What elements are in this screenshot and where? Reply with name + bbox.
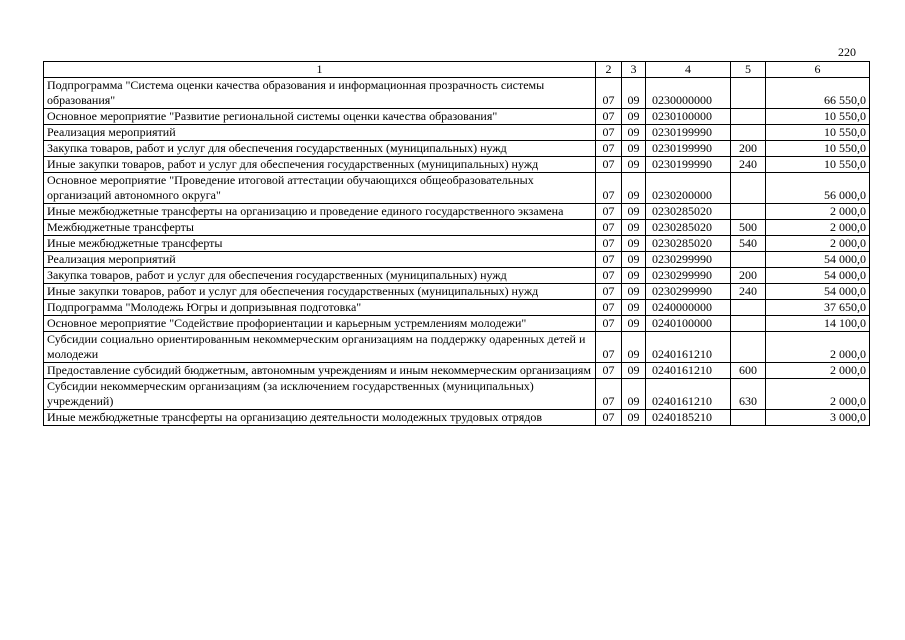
row-subsection: 09 — [622, 157, 646, 173]
row-name: Основное мероприятие "Содействие профориентации и карьерным устремлениям молодежи" — [44, 316, 596, 332]
row-target-article: 0230199990 — [646, 141, 731, 157]
row-amount: 2 000,0 — [766, 236, 870, 252]
row-expense-type — [731, 78, 766, 109]
row-target-article: 0230299990 — [646, 252, 731, 268]
row-subsection: 09 — [622, 363, 646, 379]
row-amount: 10 550,0 — [766, 141, 870, 157]
row-amount: 2 000,0 — [766, 204, 870, 220]
row-expense-type — [731, 332, 766, 363]
row-amount: 56 000,0 — [766, 173, 870, 204]
header-col-5: 5 — [731, 62, 766, 78]
table-row — [44, 410, 870, 426]
row-subsection: 09 — [622, 332, 646, 363]
row-name: Межбюджетные трансферты — [44, 220, 596, 236]
row-amount: 54 000,0 — [766, 252, 870, 268]
row-amount: 10 550,0 — [766, 157, 870, 173]
row-subsection: 09 — [622, 300, 646, 316]
table-row — [44, 141, 870, 157]
table-row — [44, 78, 870, 109]
row-amount: 2 000,0 — [766, 363, 870, 379]
row-target-article: 0240185210 — [646, 410, 731, 426]
row-expense-type — [731, 125, 766, 141]
row-target-article: 0230299990 — [646, 284, 731, 300]
row-name: Основное мероприятие "Развитие региональной системы оценки качества образования" — [44, 109, 596, 125]
header-col-4: 4 — [646, 62, 731, 78]
row-section: 07 — [596, 268, 622, 284]
row-name: Реализация мероприятий — [44, 252, 596, 268]
row-section: 07 — [596, 109, 622, 125]
row-subsection: 09 — [622, 125, 646, 141]
table-row — [44, 220, 870, 236]
header-col-1: 1 — [44, 62, 596, 78]
table-row — [44, 252, 870, 268]
row-name: Иные межбюджетные трансферты на организацию деятельности молодежных трудовых отрядов — [44, 410, 596, 426]
row-name: Иные межбюджетные трансферты на организацию и проведение единого государственного экзамена — [44, 204, 596, 220]
row-target-article: 0240161210 — [646, 379, 731, 410]
row-amount: 2 000,0 — [766, 332, 870, 363]
row-amount: 66 550,0 — [766, 78, 870, 109]
row-amount: 10 550,0 — [766, 125, 870, 141]
row-target-article: 0230199990 — [646, 157, 731, 173]
row-target-article: 0240000000 — [646, 300, 731, 316]
table-row — [44, 332, 870, 363]
row-amount: 10 550,0 — [766, 109, 870, 125]
row-amount: 2 000,0 — [766, 220, 870, 236]
row-section: 07 — [596, 204, 622, 220]
row-section: 07 — [596, 379, 622, 410]
row-subsection: 09 — [622, 173, 646, 204]
row-name: Подпрограмма "Система оценки качества образования и информационная прозрачность системы образования" — [44, 78, 596, 109]
row-expense-type: 200 — [731, 268, 766, 284]
row-section: 07 — [596, 332, 622, 363]
table-row — [44, 363, 870, 379]
row-expense-type — [731, 252, 766, 268]
row-expense-type — [731, 410, 766, 426]
row-expense-type: 600 — [731, 363, 766, 379]
row-name: Подпрограмма "Молодежь Югры и допризывная подготовка" — [44, 300, 596, 316]
row-target-article: 0230285020 — [646, 236, 731, 252]
row-section: 07 — [596, 141, 622, 157]
row-section: 07 — [596, 300, 622, 316]
table-row — [44, 316, 870, 332]
row-expense-type — [731, 173, 766, 204]
row-section: 07 — [596, 78, 622, 109]
row-expense-type — [731, 204, 766, 220]
row-subsection: 09 — [622, 220, 646, 236]
row-target-article: 0230200000 — [646, 173, 731, 204]
table-row — [44, 284, 870, 300]
row-target-article: 0240100000 — [646, 316, 731, 332]
row-section: 07 — [596, 284, 622, 300]
row-subsection: 09 — [622, 141, 646, 157]
row-target-article: 0230000000 — [646, 78, 731, 109]
row-expense-type: 500 — [731, 220, 766, 236]
budget-table — [43, 61, 870, 426]
row-subsection: 09 — [622, 78, 646, 109]
row-name: Иные закупки товаров, работ и услуг для обеспечения государственных (муниципальных) нужд — [44, 157, 596, 173]
table-row — [44, 109, 870, 125]
row-name: Субсидии социально ориентированным некоммерческим организациям на поддержку одаренных детей и молодежи — [44, 332, 596, 363]
table-body — [44, 78, 870, 426]
row-amount: 54 000,0 — [766, 268, 870, 284]
table-row — [44, 125, 870, 141]
row-name: Предоставление субсидий бюджетным, автономным учреждениям и иным некоммерческим организациям — [44, 363, 596, 379]
row-name: Закупка товаров, работ и услуг для обеспечения государственных (муниципальных) нужд — [44, 141, 596, 157]
row-amount: 54 000,0 — [766, 284, 870, 300]
row-subsection: 09 — [622, 268, 646, 284]
row-subsection: 09 — [622, 316, 646, 332]
row-amount: 37 650,0 — [766, 300, 870, 316]
row-target-article: 0230285020 — [646, 204, 731, 220]
row-section: 07 — [596, 173, 622, 204]
row-name: Субсидии некоммерческим организациям (за исключением государственных (муниципальных) учреждений) — [44, 379, 596, 410]
row-target-article: 0230199990 — [646, 125, 731, 141]
row-section: 07 — [596, 125, 622, 141]
table-row — [44, 157, 870, 173]
table-row — [44, 300, 870, 316]
row-section: 07 — [596, 410, 622, 426]
row-target-article: 0230299990 — [646, 268, 731, 284]
row-section: 07 — [596, 236, 622, 252]
row-subsection: 09 — [622, 410, 646, 426]
row-target-article: 0240161210 — [646, 363, 731, 379]
row-section: 07 — [596, 220, 622, 236]
row-section: 07 — [596, 252, 622, 268]
row-section: 07 — [596, 363, 622, 379]
row-name: Иные межбюджетные трансферты — [44, 236, 596, 252]
row-expense-type: 540 — [731, 236, 766, 252]
row-target-article: 0240161210 — [646, 332, 731, 363]
row-subsection: 09 — [622, 284, 646, 300]
table-row — [44, 204, 870, 220]
row-expense-type — [731, 109, 766, 125]
row-subsection: 09 — [622, 236, 646, 252]
row-expense-type: 200 — [731, 141, 766, 157]
row-amount: 3 000,0 — [766, 410, 870, 426]
row-section: 07 — [596, 157, 622, 173]
row-name: Иные закупки товаров, работ и услуг для обеспечения государственных (муниципальных) нужд — [44, 284, 596, 300]
row-amount: 14 100,0 — [766, 316, 870, 332]
header-col-2: 2 — [596, 62, 622, 78]
row-target-article: 0230285020 — [646, 220, 731, 236]
row-name: Закупка товаров, работ и услуг для обеспечения государственных (муниципальных) нужд — [44, 268, 596, 284]
table-row — [44, 236, 870, 252]
row-target-article: 0230100000 — [646, 109, 731, 125]
row-name: Реализация мероприятий — [44, 125, 596, 141]
table-row — [44, 268, 870, 284]
table-row — [44, 173, 870, 204]
row-expense-type — [731, 300, 766, 316]
row-subsection: 09 — [622, 252, 646, 268]
row-section: 07 — [596, 316, 622, 332]
row-subsection: 09 — [622, 109, 646, 125]
row-subsection: 09 — [622, 204, 646, 220]
row-amount: 2 000,0 — [766, 379, 870, 410]
table-row — [44, 379, 870, 410]
page-number: 220 — [838, 45, 856, 59]
row-name: Основное мероприятие "Проведение итоговой аттестации обучающихся общеобразовательных организаций автономного округа" — [44, 173, 596, 204]
header-col-6: 6 — [766, 62, 870, 78]
header-col-3: 3 — [622, 62, 646, 78]
row-expense-type — [731, 316, 766, 332]
row-expense-type: 240 — [731, 157, 766, 173]
row-expense-type: 630 — [731, 379, 766, 410]
row-expense-type: 240 — [731, 284, 766, 300]
row-subsection: 09 — [622, 379, 646, 410]
header-row — [44, 62, 870, 78]
